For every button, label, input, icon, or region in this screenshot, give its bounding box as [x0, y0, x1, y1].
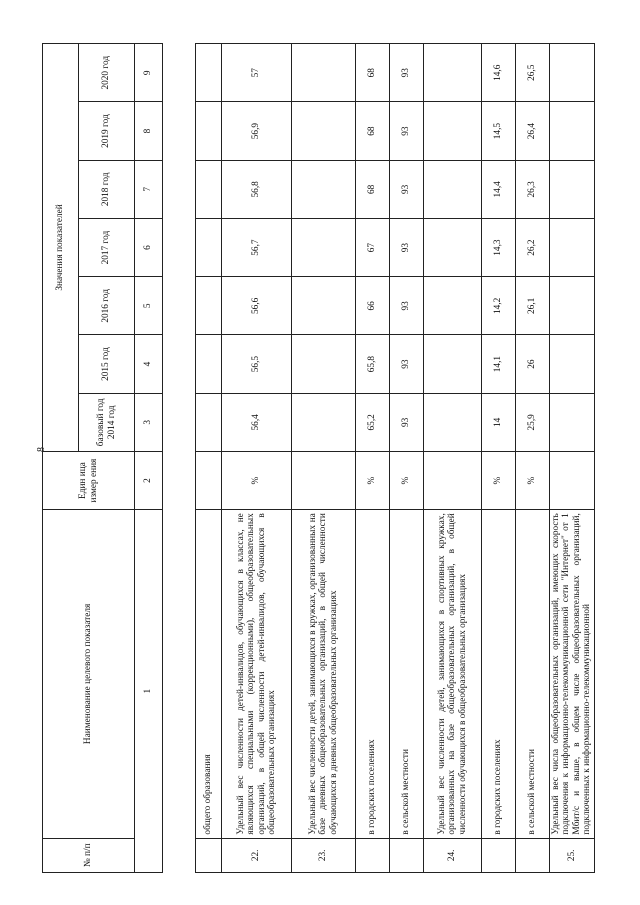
- value-cell: 26,2: [516, 218, 550, 276]
- header-year: 2017 год: [79, 218, 135, 276]
- value-cell: [196, 160, 222, 218]
- value-cell: 26,4: [516, 102, 550, 160]
- value-cell: 56,4: [222, 393, 292, 451]
- value-cell: 14,2: [482, 277, 516, 335]
- row-number: 25.: [550, 838, 595, 872]
- value-cell: 68: [356, 102, 390, 160]
- value-cell: 14,5: [482, 102, 516, 160]
- table-row: [482, 44, 516, 873]
- value-cell: [424, 335, 482, 393]
- indicator-name: в сельской местности: [390, 510, 424, 838]
- header-year: 2018 год: [79, 160, 135, 218]
- value-cell: 65,8: [356, 335, 390, 393]
- header-year: 2020 год: [79, 44, 135, 102]
- row-number: [516, 838, 550, 872]
- indicator-name: общего образования: [196, 510, 222, 838]
- value-cell: [550, 102, 595, 160]
- value-cell: [550, 335, 595, 393]
- value-cell: [292, 277, 356, 335]
- value-cell: 57: [222, 44, 292, 102]
- value-cell: 14,4: [482, 160, 516, 218]
- header-unit: Един ица измер ения: [43, 451, 135, 509]
- value-cell: 14,1: [482, 335, 516, 393]
- unit-cell: [424, 451, 482, 509]
- value-cell: [424, 393, 482, 451]
- row-number: 23.: [292, 838, 356, 872]
- value-cell: [550, 44, 595, 102]
- value-cell: 68: [356, 44, 390, 102]
- table-gap: [163, 44, 196, 873]
- table-row: [196, 44, 222, 873]
- value-cell: 56,6: [222, 277, 292, 335]
- table-row: [550, 44, 595, 873]
- indicator-name: в городских поселениях: [356, 510, 390, 838]
- value-cell: 68: [356, 160, 390, 218]
- value-cell: [292, 160, 356, 218]
- indicators-table: [42, 43, 595, 873]
- indicator-name: Удельный вес числа общеобразовательных организаций, имеющих скорость подключения к информационно-телекоммуникационной сети "Интернет" от 1 Мбит/с и выше, в общем числе общеобразовательных организаций, подключенных к информационно-телекоммуникационной: [550, 510, 595, 838]
- header-number: № п/п: [43, 838, 135, 872]
- value-cell: [292, 218, 356, 276]
- table-row: [424, 44, 482, 873]
- unit-cell: %: [222, 451, 292, 509]
- table-row: [222, 44, 292, 873]
- row-number: [390, 838, 424, 872]
- column-number: 6: [135, 218, 163, 276]
- table-row: [292, 44, 356, 873]
- value-cell: 67: [356, 218, 390, 276]
- indicator-name: Удельный вес численности детей, занимающихся в спортивных кружках, организованных на базе общеобразовательных организаций, в общей численности обучающихся в общеобразовательных организациях: [424, 510, 482, 838]
- value-cell: 14,6: [482, 44, 516, 102]
- value-cell: [196, 102, 222, 160]
- unit-cell: [550, 451, 595, 509]
- unit-cell: %: [390, 451, 424, 509]
- value-cell: 65,2: [356, 393, 390, 451]
- value-cell: [424, 44, 482, 102]
- column-number: 9: [135, 44, 163, 102]
- value-cell: [292, 393, 356, 451]
- value-cell: [550, 218, 595, 276]
- header-year: базовый год 2014 год: [79, 393, 135, 451]
- row-number: 22.: [222, 838, 292, 872]
- value-cell: [424, 102, 482, 160]
- column-number: 7: [135, 160, 163, 218]
- table-row: [516, 44, 550, 873]
- unit-cell: %: [482, 451, 516, 509]
- value-cell: [196, 44, 222, 102]
- page-number: 8: [36, 447, 47, 452]
- indicator-name: в сельской местности: [516, 510, 550, 838]
- value-cell: [196, 277, 222, 335]
- value-cell: 93: [390, 335, 424, 393]
- row-number: [196, 838, 222, 872]
- value-cell: 14: [482, 393, 516, 451]
- value-cell: 56,5: [222, 335, 292, 393]
- column-number: 3: [135, 393, 163, 451]
- value-cell: 56,9: [222, 102, 292, 160]
- value-cell: [196, 393, 222, 451]
- value-cell: [424, 218, 482, 276]
- unit-cell: [196, 451, 222, 509]
- column-number: 8: [135, 102, 163, 160]
- header-year: 2015 год: [79, 335, 135, 393]
- value-cell: 56,7: [222, 218, 292, 276]
- value-cell: 26,1: [516, 277, 550, 335]
- value-cell: [196, 218, 222, 276]
- value-cell: [292, 44, 356, 102]
- value-cell: 26,3: [516, 160, 550, 218]
- header-year: 2019 год: [79, 102, 135, 160]
- value-cell: [550, 393, 595, 451]
- table-header: [43, 44, 196, 873]
- value-cell: [292, 102, 356, 160]
- unit-cell: %: [516, 451, 550, 509]
- row-number: 24.: [424, 838, 482, 872]
- value-cell: 14,3: [482, 218, 516, 276]
- indicator-name: Удельный вес численности детей-инвалидов, обучающихся в классах, не являющихся специальными (коррекционными), общеобразовательных организаций, в общей численности детей-инвалидов, обучающихся в общеобразовательных организациях: [222, 510, 292, 838]
- header-values: Значения показателей: [43, 44, 79, 452]
- unit-cell: [292, 451, 356, 509]
- value-cell: 93: [390, 102, 424, 160]
- table-body: [196, 44, 595, 873]
- value-cell: 26: [516, 335, 550, 393]
- value-cell: 66: [356, 277, 390, 335]
- indicator-name: Удельный вес численности детей, занимающихся в кружках, организованных на базе дневных общеобразовательных организаций, в общей численности обучающихся в дневных общеобразовательных организациях: [292, 510, 356, 838]
- value-cell: [292, 335, 356, 393]
- value-cell: 93: [390, 44, 424, 102]
- value-cell: 25,9: [516, 393, 550, 451]
- value-cell: [424, 160, 482, 218]
- value-cell: [424, 277, 482, 335]
- value-cell: 93: [390, 160, 424, 218]
- value-cell: 26,5: [516, 44, 550, 102]
- table-row: [390, 44, 424, 873]
- row-number: [356, 838, 390, 872]
- value-cell: [550, 160, 595, 218]
- column-number: 2: [135, 451, 163, 509]
- column-number: 5: [135, 277, 163, 335]
- value-cell: 93: [390, 277, 424, 335]
- unit-cell: %: [356, 451, 390, 509]
- value-cell: 93: [390, 218, 424, 276]
- rotated-page-content: [42, 43, 602, 873]
- row-number: [482, 838, 516, 872]
- header-year: 2016 год: [79, 277, 135, 335]
- table-row: [356, 44, 390, 873]
- value-cell: 56,8: [222, 160, 292, 218]
- value-cell: [196, 335, 222, 393]
- column-number: 4: [135, 335, 163, 393]
- value-cell: [550, 277, 595, 335]
- value-cell: 93: [390, 393, 424, 451]
- header-indicator-name: Наименование целевого показателя: [43, 510, 135, 838]
- indicator-name: в городских поселениях: [482, 510, 516, 838]
- column-number: 1: [135, 510, 163, 873]
